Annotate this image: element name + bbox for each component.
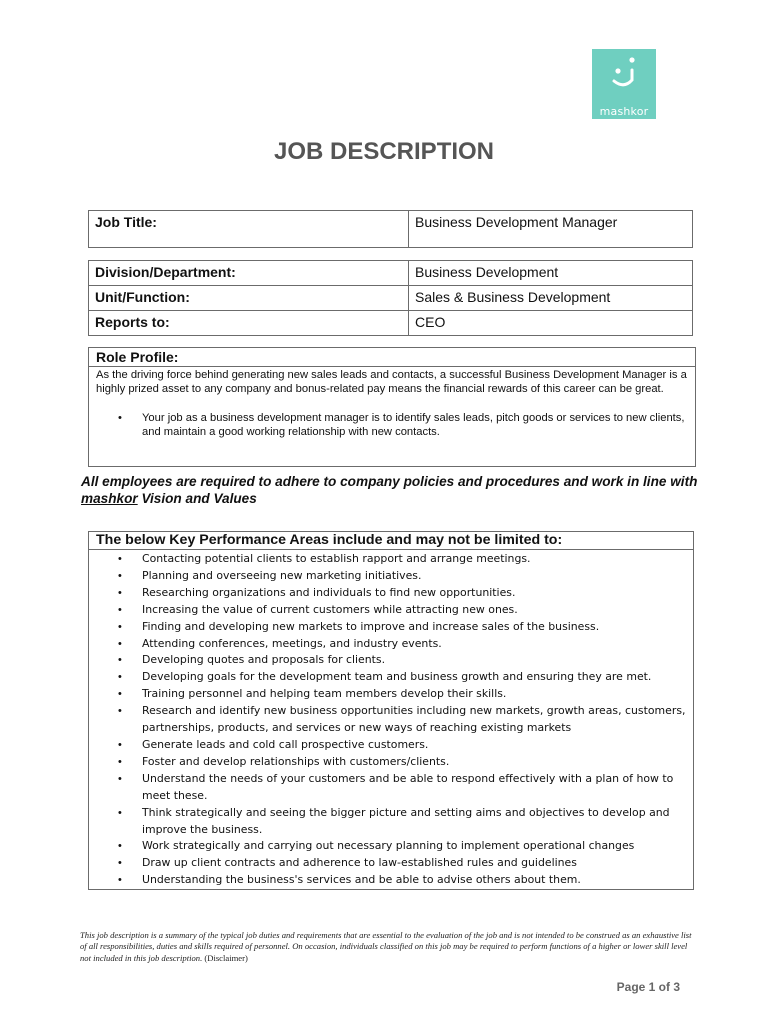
bullet-icon: • xyxy=(118,637,122,650)
kpa-item-text: Foster and develop relationships with customers/clients. xyxy=(142,754,450,768)
list-item xyxy=(89,568,693,585)
kpa-item-text: Training personnel and helping team members develop their skills. xyxy=(142,687,507,701)
list-item xyxy=(89,686,693,703)
smile-logo-icon xyxy=(592,49,656,101)
bullet-icon: • xyxy=(118,586,122,599)
kpa-item-text: Contacting potential clients to establish rapport and arrange meetings. xyxy=(142,552,531,565)
policy-text-end: Vision and Values xyxy=(137,491,257,506)
bullet-icon: • xyxy=(118,603,122,616)
kpa-item-text: Finding and developing new markets to improve and increase sales of the business. xyxy=(142,619,600,633)
kpa-item-text: Increasing the value of current customers while attracting new ones. xyxy=(142,602,518,616)
kpa-item-text: Developing goals for the development team and business growth and ensuring they are met. xyxy=(142,670,652,684)
bullet-icon: • xyxy=(118,840,122,853)
page-number: Page 1 of 3 xyxy=(616,980,680,994)
kpa-item-text: Draw up client contracts and adherence to law-established rules and guidelines xyxy=(142,856,577,870)
job-title-table xyxy=(88,210,693,248)
bullet-icon: • xyxy=(118,857,122,870)
logo-wordmark: mashkor xyxy=(599,105,649,118)
policy-brand: mashkor xyxy=(81,491,138,506)
disclaimer-text: This job description is a summary of the typical job duties and requirements that are essential to the evaluation of the job and is not intended to be construed as an exhaustive list of all responsibilities, duties and skills required of personnel. On occasion, individuals classified on this job may be required to perform functions of a higher or lower skill level not included in this job description. xyxy=(80,930,692,963)
list-item xyxy=(89,602,693,619)
job-title-label: Job Title: xyxy=(89,211,409,248)
list-item xyxy=(89,737,693,754)
bullet-icon: • xyxy=(118,553,122,565)
reports-to-label: Reports to: xyxy=(89,311,409,336)
table-row xyxy=(89,261,693,286)
kpa-item-text: Planning and overseeing new marketing initiatives. xyxy=(142,568,422,582)
role-profile-body xyxy=(89,367,695,439)
bullet-icon: • xyxy=(118,874,122,887)
table-row xyxy=(89,311,693,336)
list-item xyxy=(89,551,693,568)
disclaimer-tag: (Disclaimer) xyxy=(204,952,248,963)
kpa-section xyxy=(88,531,694,890)
list-item xyxy=(89,703,693,737)
kpa-item-text: Developing quotes and proposals for clients. xyxy=(142,653,386,667)
bullet-icon: • xyxy=(118,671,122,684)
unit-label: Unit/Function: xyxy=(89,286,409,311)
kpa-item-text: Think strategically and seeing the bigger picture and setting aims and objectives to develop and improve the business. xyxy=(142,805,670,836)
bullet-icon: • xyxy=(118,620,122,633)
role-profile-heading: Role Profile: xyxy=(89,348,695,367)
list-item xyxy=(89,754,693,771)
list-item xyxy=(89,805,693,839)
bullet-icon: • xyxy=(118,772,122,785)
company-logo xyxy=(592,49,656,119)
bullet-icon: • xyxy=(118,688,122,701)
kpa-item-text: Research and identify new business opportunities including new markets, growth areas, customers, partnerships, products, and services or new ways of reaching existing markets xyxy=(142,704,686,735)
list-item xyxy=(89,585,693,602)
table-row xyxy=(89,211,693,248)
division-value: Business Development xyxy=(409,261,693,286)
page-title: JOB DESCRIPTION xyxy=(273,138,495,165)
disclaimer xyxy=(80,930,692,964)
kpa-item-text: Generate leads and cold call prospective customers. xyxy=(142,737,429,751)
list-item xyxy=(96,412,688,439)
bullet-icon: • xyxy=(118,654,122,667)
list-item xyxy=(89,636,693,653)
reports-to-value: CEO xyxy=(409,311,693,336)
kpa-item-text: Understand the needs of your customers and be able to respond effectively with a plan of how to meet these. xyxy=(142,771,674,802)
kpa-item-text: Work strategically and carrying out necessary planning to implement operational changes xyxy=(142,839,635,853)
role-profile-section xyxy=(88,347,696,467)
list-item xyxy=(89,619,693,636)
list-item xyxy=(89,872,693,889)
job-title-value: Business Development Manager xyxy=(409,211,693,248)
list-item xyxy=(89,771,693,805)
list-item xyxy=(89,652,693,669)
kpa-item-text: Understanding the business's services and be able to advise others about them. xyxy=(142,873,581,887)
list-item xyxy=(89,855,693,872)
division-label: Division/Department: xyxy=(89,261,409,286)
kpa-heading: The below Key Performance Areas include and may not be limited to: xyxy=(89,532,693,550)
list-item xyxy=(89,669,693,686)
bullet-icon: • xyxy=(118,705,122,718)
role-profile-paragraph: As the driving force behind generating new sales leads and contacts, a successful Business Development Manager is a highly prized asset to any company and bonus-related pay means the financial rewards of this career can be great. xyxy=(96,369,687,395)
organization-table xyxy=(88,260,693,336)
unit-value: Sales & Business Development xyxy=(409,286,693,311)
bullet-icon: • xyxy=(118,412,122,424)
table-row xyxy=(89,286,693,311)
policy-statement xyxy=(81,473,701,507)
bullet-icon: • xyxy=(118,738,122,751)
kpa-list xyxy=(89,550,693,889)
policy-text: All employees are required to adhere to company policies and procedures and work in line with xyxy=(81,474,698,489)
bullet-icon: • xyxy=(118,806,122,819)
bullet-icon: • xyxy=(118,569,122,582)
bullet-icon: • xyxy=(118,755,122,768)
list-item xyxy=(89,838,693,855)
kpa-item-text: Researching organizations and individuals to find new opportunities. xyxy=(142,585,516,599)
kpa-item-text: Attending conferences, meetings, and industry events. xyxy=(142,636,442,650)
role-profile-bullet-text: Your job as a business development manager is to identify sales leads, pitch goods or services to new clients, and maintain a good working relationship with new contacts. xyxy=(142,412,685,438)
